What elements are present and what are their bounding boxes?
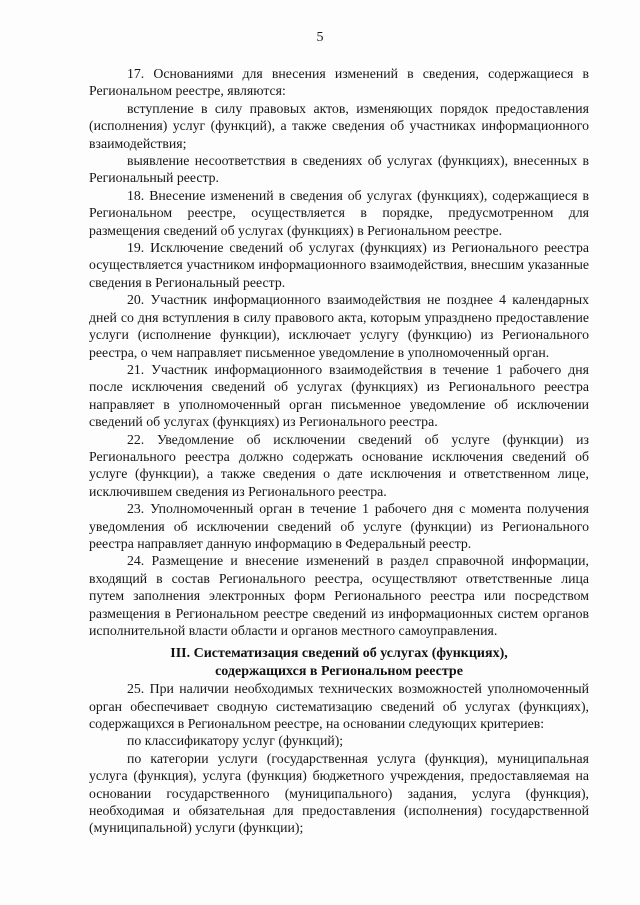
paragraph-18: 18. Внесение изменений в сведения об услугах (функциях), содержащиеся в Региональном реестре, осуществляется в порядке, предусмотренном для размещения сведений об услугах (функциях) в Региональном реестре. xyxy=(89,187,589,238)
page-number: 5 xyxy=(316,30,324,45)
paragraph-19: 19. Исключение сведений об услугах (функциях) из Регионального реестра осуществляется участником информационного взаимодействия, внесшим указанные сведения в Региональный реестр. xyxy=(89,240,589,290)
paragraph-20: 20. Участник информационного взаимодействия не позднее 4 календарных дней со дня вступления в силу правового акта, которым упразднено предоставление услуги (исполнение функции), исключает услугу (функцию) из Регионального реестра, о чем направляет письменное уведомление в уполномоченный орган. xyxy=(89,292,589,360)
document-body xyxy=(89,65,589,837)
paragraph-17-item-1: вступление в силу правовых актов, изменяющих порядок предоставления (исполнения) услуг (функций), а также сведения об участниках информационного взаимодействия; xyxy=(89,100,589,151)
paragraph-21: 21. Участник информационного взаимодействия в течение 1 рабочего дня после исключения сведений об услугах (функциях) из Регионального реестра направляет в уполномоченный орган письменное уведомление об исключении сведений об услугах (функциях) из Регионального реестра. xyxy=(89,361,589,430)
section-heading-line-1: III. Систематизация сведений об услугах (функциях), xyxy=(170,646,508,662)
paragraph-22: 22. Уведомление об исключении сведений об услуге (функции) из Регионального реестра должно содержать основание исключения сведений об услуге (функции), а также сведения о дате исключения и ответственном лице, исключившем сведения из Регионального реестра. xyxy=(89,431,589,499)
paragraph-24: 24. Размещение и внесение изменений в раздел справочной информации, входящий в состав Регионального реестра, осуществляют ответственные лица путем заполнения электронных форм Регионального реестра или посредством размещения в Региональном реестре сведений из информационных систем органов исполнительной власти области и органов местного самоуправления. xyxy=(89,553,589,638)
paragraph-25: 25. При наличии необходимых технических возможностей уполномоченный орган обеспечивает сводную систематизацию сведений об услугах (функциях), содержащихся в Региональном реестре, на основании следующих критериев: xyxy=(89,681,589,732)
paragraph-25-item-2: по категории услуги (государственная услуга (функция), муниципальная услуга (функция), услуга (функция) бюджетного учреждения, предоставляемая на основании государственного (муниципального) задания, услуга (функция), необходимая и обязательная для предоставления (исполнения) государственной (муниципальной) услуги (функции); xyxy=(89,750,589,836)
paragraph-23: 23. Уполномоченный орган в течение 1 рабочего дня с момента получения уведомления об исключении сведений об услуге (функции) из Регионального реестра направляет данную информацию в Федеральный реестр. xyxy=(89,501,589,551)
paragraph-17-item-2: выявление несоответствия в сведениях об услугах (функциях), внесенных в Региональный реестр. xyxy=(89,153,589,186)
section-heading-line-2: содержащихся в Региональном реестре xyxy=(215,663,463,679)
paragraph-17: 17. Основаниями для внесения изменений в сведения, содержащиеся в Региональном реестре, являются: xyxy=(89,66,589,99)
paragraph-25-item-1: по классификатору услуг (функций); xyxy=(127,733,344,749)
section-heading xyxy=(89,645,589,680)
